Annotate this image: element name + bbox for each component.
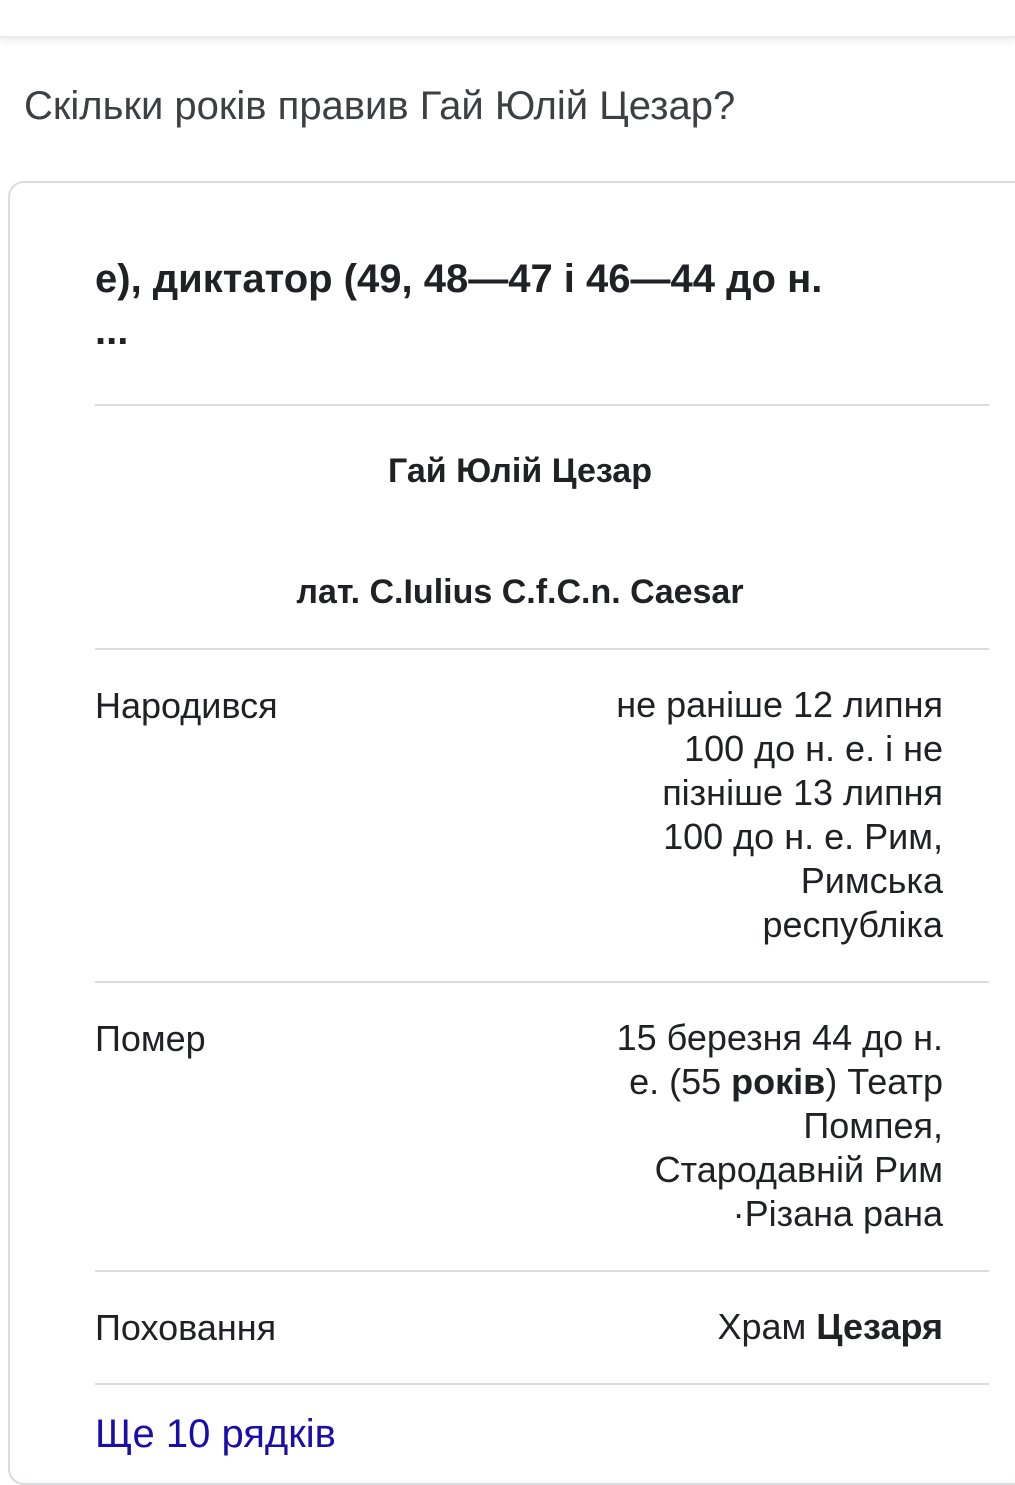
divider xyxy=(95,1383,989,1385)
highlighted-term: Цезаря xyxy=(816,1306,943,1347)
divider xyxy=(95,648,989,650)
divider xyxy=(95,981,989,983)
value-line: 100 до н. е. Рим, xyxy=(663,816,943,857)
value-text: е. (55 xyxy=(629,1061,732,1102)
value-line: 100 до н. е. і не xyxy=(684,728,943,769)
value-line: республіка xyxy=(762,904,943,945)
snippet-ellipsis[interactable]: ... xyxy=(95,309,129,353)
value-line xyxy=(543,1060,943,1104)
snippet-text: е), диктатор (49, 48—47 і 46—44 до н. xyxy=(95,257,823,301)
infobox-latin-name: лат. C.Iulius C.f.C.n. Caesar xyxy=(296,573,744,611)
value-text: ) Театр xyxy=(825,1061,943,1102)
divider xyxy=(95,1270,989,1272)
highlighted-term: років xyxy=(731,1061,826,1102)
row-value-born xyxy=(543,683,943,947)
row-label-born: Народився xyxy=(95,685,278,726)
value-line: 15 березня 44 до н. xyxy=(616,1017,943,1058)
row-label-died: Помер xyxy=(95,1018,206,1059)
featured-snippet xyxy=(95,250,975,353)
row-label-burial: Поховання xyxy=(95,1307,277,1348)
value-text: Храм xyxy=(717,1306,817,1347)
top-bar xyxy=(0,0,1015,38)
value-line: Римська xyxy=(800,860,943,901)
value-line: не раніше 12 липня xyxy=(616,684,943,725)
divider xyxy=(95,404,989,406)
infobox-title: Гай Юлій Цезар xyxy=(388,452,652,490)
value-line: Помпея, xyxy=(803,1105,943,1146)
search-query-heading: Скільки років правив Гай Юлій Цезар? xyxy=(24,84,736,128)
value-line: Стародавній Рим xyxy=(654,1149,943,1190)
row-value-died xyxy=(543,1016,943,1236)
value-line: ·Різана рана xyxy=(732,1193,943,1234)
row-value-burial xyxy=(543,1305,943,1349)
more-rows-link[interactable]: Ще 10 рядків xyxy=(95,1412,336,1456)
value-line: пізніше 13 липня xyxy=(662,772,943,813)
